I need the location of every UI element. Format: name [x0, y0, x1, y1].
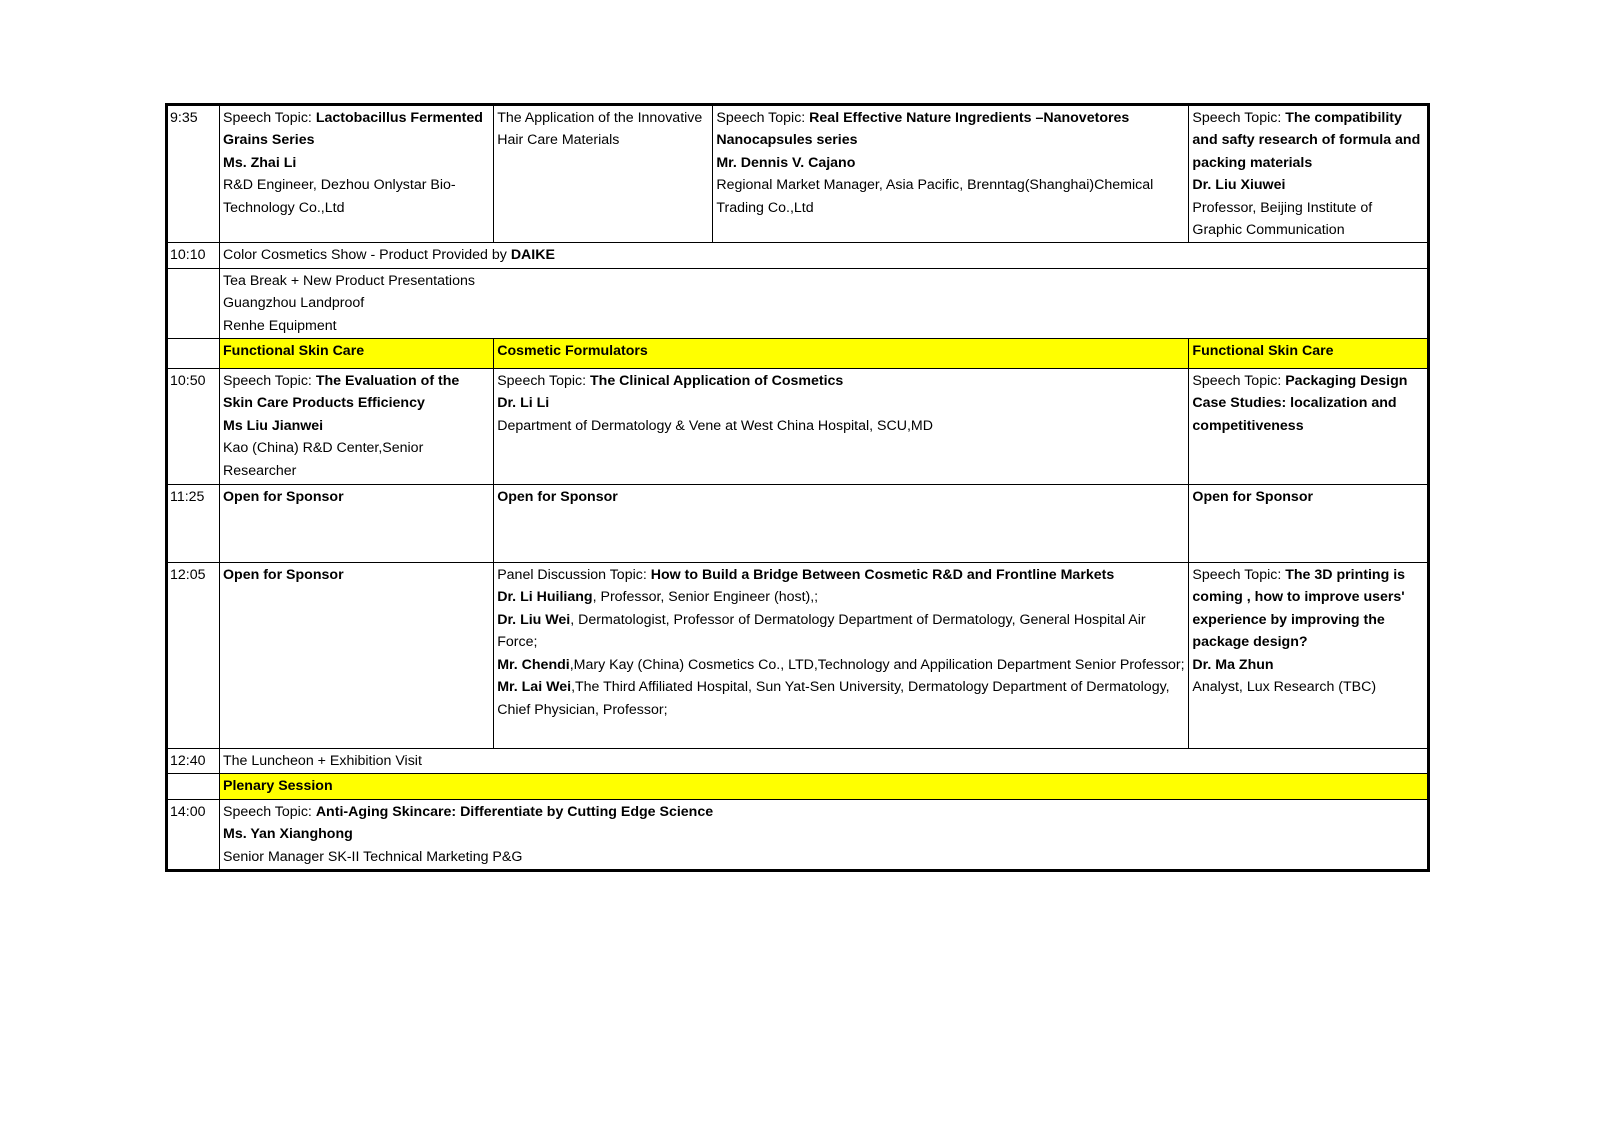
panelist-name: Dr. Li Huiliang — [497, 589, 593, 606]
session-cell — [494, 485, 1189, 563]
sponsor-slot: Open for Sponsor — [497, 489, 618, 506]
speaker-affiliation: R&D Engineer, Dezhou Onlystar Bio-Technology Co.,Ltd — [223, 177, 456, 216]
session-text: The Application of the Innovative Hair Care Materials — [497, 110, 703, 149]
speaker-name: Dr. Ma Zhun — [1192, 656, 1274, 673]
row-1400 — [167, 799, 1429, 870]
speaker-name: Ms Liu Jianwei — [223, 417, 324, 434]
time-cell: 9:35 — [167, 105, 220, 243]
panelist-desc: ,The Third Affiliated Hospital, Sun Yat-Sen University, Dermatology Department of Dermatology, Chief Physician, Professor; — [497, 679, 1170, 718]
session-cell — [1189, 369, 1429, 485]
sponsor-slot: Open for Sponsor — [1192, 489, 1313, 506]
topic-prefix: Speech Topic: — [223, 373, 316, 390]
row-plenary-header — [167, 774, 1429, 799]
panelist-name: Mr. Lai Wei — [497, 679, 572, 696]
panelist-name: Mr. Chendi — [497, 656, 570, 673]
time-cell: 11:25 — [167, 485, 220, 563]
speaker-affiliation: Analyst, Lux Research (TBC) — [1192, 679, 1377, 696]
time-cell — [167, 339, 220, 369]
row-1205 — [167, 563, 1429, 749]
topic-prefix: Speech Topic: — [223, 110, 316, 126]
session-cell — [220, 243, 1429, 268]
time-cell: 14:00 — [167, 799, 220, 870]
panelist — [497, 676, 1186, 721]
speaker-name: Ms. Yan Xianghong — [223, 826, 353, 843]
session-cell — [713, 105, 1189, 243]
topic-title: Packaging Design Case Studies: localization and competitiveness — [1192, 373, 1408, 434]
track-header: Cosmetic Formulators — [494, 339, 1189, 369]
speaker-affiliation: Regional Market Manager, Asia Pacific, Brenntag(Shanghai)Chemical Trading Co.,Ltd — [716, 177, 1154, 216]
session-cell — [220, 105, 494, 243]
time-cell: 10:50 — [167, 369, 220, 485]
row-1125 — [167, 485, 1429, 563]
session-cell — [220, 749, 1429, 774]
speaker-affiliation: Department of Dermatology & Vene at West China Hospital, SCU,MD — [497, 417, 933, 434]
speaker-name: Ms. Zhai Li — [223, 154, 297, 171]
session-cell — [220, 369, 494, 485]
time-cell: 12:05 — [167, 563, 220, 749]
session-cell — [494, 369, 1189, 485]
panelist-desc: ,Mary Kay (China) Cosmetics Co., LTD,Technology and Appilication Department Senior Professor; — [569, 656, 1185, 673]
topic-title: Anti-Aging Skincare: Differentiate by Cutting Edge Science — [315, 803, 714, 820]
topic-title: The Evaluation of the Skin Care Products Efficiency — [223, 373, 460, 412]
panelist-desc: , Professor, Senior Engineer (host),; — [592, 589, 819, 606]
row-0935 — [167, 105, 1429, 243]
topic-prefix: Speech Topic: — [1192, 373, 1286, 390]
session-cell — [220, 799, 1429, 870]
topic-prefix: Speech Topic: — [716, 110, 810, 126]
topic-title: The Clinical Application of Cosmetics — [590, 373, 844, 390]
exhibitor-name: Guangzhou Landproof — [223, 295, 365, 312]
row-1240 — [167, 749, 1429, 774]
topic-title: Real Effective Nature Ingredients –Nanovetores Nanocapsules series — [716, 110, 1130, 149]
topic-prefix: Speech Topic: — [223, 803, 316, 820]
panelist-name: Dr. Liu Wei — [497, 611, 571, 628]
topic-title: How to Build a Bridge Between Cosmetic R&D and Frontline Markets — [650, 567, 1115, 584]
exhibitor-name: Renhe Equipment — [223, 317, 337, 334]
time-cell — [167, 774, 220, 799]
panelist — [497, 609, 1186, 654]
session-cell — [1189, 485, 1429, 563]
session-cell — [220, 563, 494, 749]
time-cell — [167, 268, 220, 338]
topic-prefix: Speech Topic: — [1192, 567, 1286, 584]
session-text: Tea Break + New Product Presentations — [223, 272, 475, 289]
panel-cell — [494, 563, 1189, 749]
speaker-name: Dr. Li Li — [497, 395, 550, 412]
track-header: Functional Skin Care — [220, 339, 494, 369]
session-text: The Luncheon + Exhibition Visit — [223, 753, 422, 770]
sponsor-brand: DAIKE — [510, 247, 555, 264]
time-cell: 10:10 — [167, 243, 220, 268]
topic-prefix: Speech Topic: — [497, 373, 591, 390]
row-track-headers — [167, 339, 1429, 369]
row-1050 — [167, 369, 1429, 485]
topic-title: The 3D printing is coming , how to improve users' experience by improving the package design? — [1192, 567, 1406, 651]
track-header: Functional Skin Care — [1189, 339, 1429, 369]
row-1010 — [167, 243, 1429, 268]
session-cell — [494, 105, 713, 243]
session-cell — [220, 485, 494, 563]
speaker-affiliation: Kao (China) R&D Center,Senior Researcher — [223, 440, 424, 479]
track-header: Plenary Session — [220, 774, 1429, 799]
session-cell — [1189, 563, 1429, 749]
topic-title: Lactobacillus Fermented Grains Series — [223, 110, 483, 149]
panelist-desc: , Dermatologist, Professor of Dermatology Department of Dermatology, General Hospital Air Force; — [497, 611, 1146, 651]
row-tea-break — [167, 268, 1429, 338]
sponsor-slot: Open for Sponsor — [223, 567, 344, 584]
speaker-affiliation: Professor, Beijing Institute of Graphic Communication — [1192, 199, 1373, 239]
panelist — [497, 654, 1186, 676]
topic-title: The compatibility and safty research of formula and packing materials — [1192, 110, 1421, 171]
session-cell — [1189, 105, 1429, 243]
speaker-name: Mr. Dennis V. Cajano — [716, 154, 856, 171]
topic-prefix: Panel Discussion Topic: — [497, 567, 651, 584]
time-cell: 12:40 — [167, 749, 220, 774]
panelist — [497, 586, 1186, 608]
speaker-name: Dr. Liu Xiuwei — [1192, 177, 1286, 194]
agenda-table — [165, 103, 1430, 872]
session-cell — [220, 268, 1429, 338]
session-text: Color Cosmetics Show - Product Provided by — [223, 247, 511, 264]
sponsor-slot: Open for Sponsor — [223, 489, 344, 506]
topic-prefix: Speech Topic: — [1192, 110, 1286, 126]
speaker-affiliation: Senior Manager SK-II Technical Marketing P&G — [223, 848, 523, 865]
